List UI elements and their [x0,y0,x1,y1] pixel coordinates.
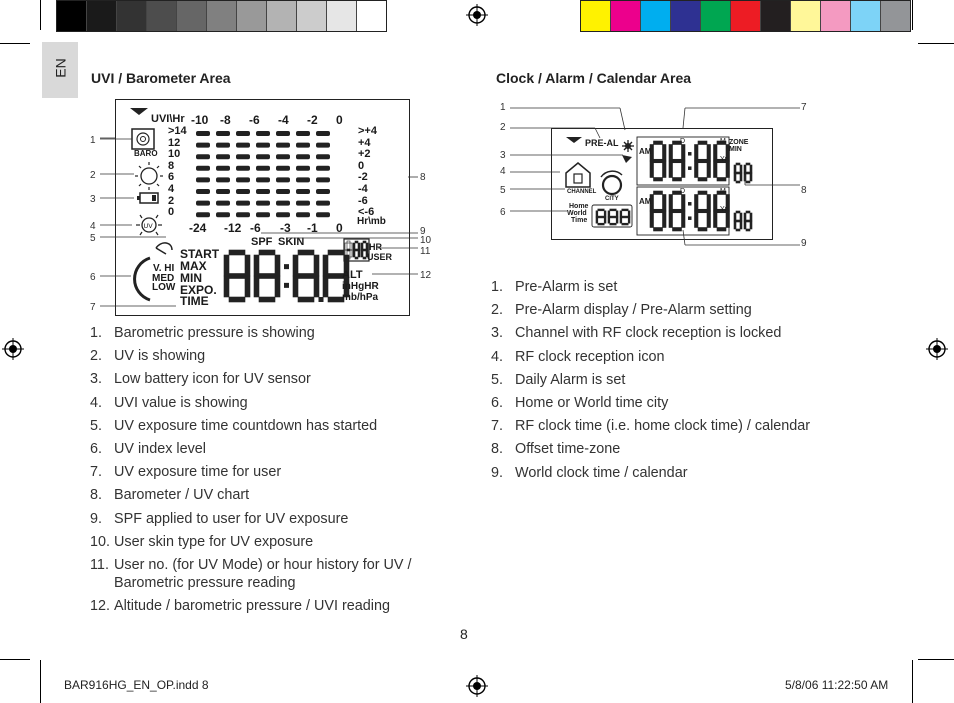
start-label: START [180,247,220,261]
time-label-clock: Time [571,217,588,224]
top-tick-label: -4 [278,113,289,127]
month-label-top: M [720,138,726,145]
legend-number: 1. [90,325,103,341]
callout-number: 2 [500,122,506,133]
legend-item [90,440,450,458]
legend-number: 5. [491,371,504,388]
color-swatch [177,1,207,31]
legend-item [491,371,851,389]
legend-text: Low battery icon for UV sensor [114,371,311,388]
baro-scale-label: +4 [358,136,371,149]
legend-item [90,394,450,412]
legend-item [90,533,450,551]
legend-number: 6. [90,440,103,457]
legend-text: SPF applied to user for UV exposure [114,510,349,527]
callout-number: 3 [500,150,506,161]
registration-mark-icon [466,675,488,697]
color-swatch [87,1,117,31]
year-label-top: Yr [720,156,727,163]
legend-item [491,301,851,319]
legend-text: Altitude / barometric pressure / UVI reading [114,598,390,615]
callout-number: 12 [420,270,432,281]
bottom-tick-label: 0 [336,221,343,235]
baro-scale-label: 0 [358,159,365,172]
time-label: TIME [180,294,209,308]
legend-item [90,597,450,615]
legend-item [491,394,851,412]
legend-number: 6. [491,394,504,411]
home-label: Home [569,203,589,210]
legend-item [491,278,851,296]
legend-number: 2. [90,348,103,365]
legend-text: Offset time-zone [515,441,621,458]
legend-text: Channel with RF clock reception is locked [515,325,782,342]
callout-number: 3 [90,194,96,205]
top-tick-label: -2 [307,113,318,127]
v-hi-label: V. HI [153,263,175,274]
uvi-scale-label: 2 [168,194,175,207]
registration-mark-icon [466,4,488,26]
color-swatch [731,1,761,31]
callout-number: 2 [90,170,96,181]
legend-number: 7. [90,464,103,481]
color-swatch [57,1,87,31]
med-label: MED [152,273,175,284]
color-swatch [147,1,177,31]
color-swatch [327,1,357,31]
legend-text: Daily Alarm is set [515,371,626,388]
day-label-top: D [680,138,686,145]
callout-number: 4 [500,166,506,177]
legend-number: 9. [491,464,504,481]
callout-number: 6 [90,272,96,283]
bottom-tick-label: -1 [307,221,318,235]
pre-alarm-label: PRE-AL [585,138,619,148]
language-tab [42,42,78,98]
uvi-scale-label: 4 [168,183,175,195]
color-swatch [791,1,821,31]
legend-text: Pre-Alarm display / Pre-Alarm setting [515,302,752,319]
legend-number: 9. [90,510,103,527]
color-swatch [821,1,851,31]
footer-date: 5/8/06 11:22:50 AM [785,678,889,692]
color-swatch [761,1,791,31]
uvi-callout-leaders [96,125,436,315]
mbhpa-label: mb/hPa [342,292,379,303]
inhghr-label: inHgHR [342,281,379,292]
uvi-scale-label: 10 [168,148,181,161]
footer-file-name: BAR916HG_EN_OP.indd 8 [64,678,209,692]
legend-text: UV exposure time countdown has started [114,417,378,434]
am-label-top: AM [639,147,652,156]
legend-text: Barometric pressure is showing [114,325,315,341]
baro-scale-label: +2 [358,148,371,161]
legend-item [90,347,450,365]
legend-text: UVI value is showing [114,394,248,411]
legend-item [90,370,450,388]
color-swatch [581,1,611,31]
legend-item [90,510,450,528]
color-swatch [641,1,671,31]
baro-scale-label: <-6 [358,206,375,219]
top-tick-label: 0 [336,113,343,127]
callout-number: 9 [801,238,807,249]
baro-scale-label: -2 [358,171,368,184]
callout-number: 7 [90,302,96,313]
spf-label: SPF [251,236,273,248]
baro-scale-label: -4 [358,183,368,195]
clock-section-title: Clock / Alarm / Calendar Area [496,70,692,86]
bottom-tick-label: -24 [189,221,207,235]
uvi-scale-label: 8 [168,159,175,172]
svg-text:UV: UV [143,222,153,230]
callout-number: 1 [500,102,506,113]
min-label: MIN [180,271,202,285]
zone-min-label: MIN [729,146,742,153]
channel-label: CHANNEL [567,189,597,195]
callout-number: 8 [801,185,807,196]
legend-text: Pre-Alarm is set [515,279,618,295]
legend-text: RF clock time (i.e. home clock time) / calendar [515,418,811,435]
baro-right-unit: Hr\mb [357,216,386,227]
bottom-tick-label: -6 [250,221,261,235]
callout-number: 7 [801,102,807,113]
uvi-top-axis-label: UVI\Hr [151,113,185,125]
process-color-bar [580,0,911,32]
legend-text: Home or World time city [515,394,669,411]
registration-mark-icon [926,338,948,360]
legend-item [491,417,851,435]
color-swatch [117,1,147,31]
callout-number: 4 [90,221,96,232]
alt-label: ALT [342,269,363,281]
legend-text: UV exposure time for user [114,464,282,481]
legend-number: 7. [491,418,504,435]
legend-item [491,464,851,482]
color-swatch [357,1,386,31]
color-swatch [671,1,701,31]
legend-text: User skin type for UV exposure [114,533,314,550]
bottom-tick-label: -3 [280,221,291,235]
legend-item [90,324,450,342]
am-label-bottom: AM [639,197,652,206]
legend-text: World clock time / calendar [515,464,688,481]
max-label: MAX [180,259,207,273]
bottom-tick-label: -12 [224,221,242,235]
legend-number: 3. [90,371,103,388]
callout-number: 8 [420,172,426,183]
expo-label: EXPO. [180,283,217,297]
legend-number: 3. [491,325,504,342]
uvi-scale-label: 0 [168,206,175,219]
month-label-bottom: M [720,188,726,195]
legend-number: 11. [90,556,109,573]
legend-number: 12. [90,598,111,615]
color-swatch [237,1,267,31]
uvi-scale-label: 12 [168,136,181,149]
hr-label: HR [369,242,382,252]
legend-text: UV index level [114,440,206,457]
top-tick-label: -8 [220,113,231,127]
baro-scale-label: -6 [358,194,368,207]
legend-item [491,348,851,366]
legend-item [90,463,450,481]
legend-item [90,556,450,592]
color-swatch [267,1,297,31]
legend-item [90,417,450,435]
low-label: LOW [152,282,176,293]
day-label-bottom: D [680,188,686,195]
top-tick-label: -10 [191,113,209,127]
legend-text: Barometer / UV chart [114,487,250,504]
callout-number: 11 [420,246,431,257]
legend-number: 10. [90,533,111,550]
color-swatch [701,1,731,31]
legend-number: 8. [491,441,504,458]
zone-label: ZONE [729,139,749,146]
uvi-scale-label: 6 [168,171,175,184]
legend-item [491,324,851,342]
clock-legend-list [491,278,851,487]
baro-scale-label: >+4 [358,125,377,137]
legend-text: UV is showing [114,348,206,365]
callout-number: 1 [90,135,96,146]
callout-number: 6 [500,207,506,218]
uvi-legend-list [90,324,450,620]
legend-item [90,486,450,504]
world-label: World [567,210,587,217]
baro-label: BARO [134,149,158,158]
clock-callout-leaders [505,100,805,250]
callout-number: 5 [90,233,96,244]
legend-text: User no. (for UV Mode) or hour history for UV / Barometric pressure reading [114,556,412,591]
color-swatch [881,1,910,31]
language-tab-label: EN [52,58,69,78]
color-swatch [207,1,237,31]
callout-number: 5 [500,185,506,196]
legend-number: 4. [491,348,504,365]
skin-label: SKIN [278,236,305,248]
legend-item [491,440,851,458]
year-label-bottom: Yr [720,206,727,213]
user-label: USER [367,252,393,262]
legend-number: 5. [90,417,103,434]
legend-number: 4. [90,394,103,411]
legend-text: RF clock reception icon [515,348,665,365]
legend-number: 2. [491,302,504,319]
page-number: 8 [460,626,468,642]
callout-number: 10 [420,235,432,246]
color-swatch [297,1,327,31]
top-tick-label: -6 [249,113,260,127]
legend-number: 8. [90,487,103,504]
uvi-scale-label: >14 [168,125,187,137]
grayscale-color-bar [56,0,387,32]
legend-number: 1. [491,279,504,295]
uvi-section-title: UVI / Barometer Area [91,70,231,86]
registration-mark-icon [2,338,24,360]
color-swatch [611,1,641,31]
callout-number: 9 [420,226,426,237]
city-label: CITY [605,196,619,202]
color-swatch [851,1,881,31]
